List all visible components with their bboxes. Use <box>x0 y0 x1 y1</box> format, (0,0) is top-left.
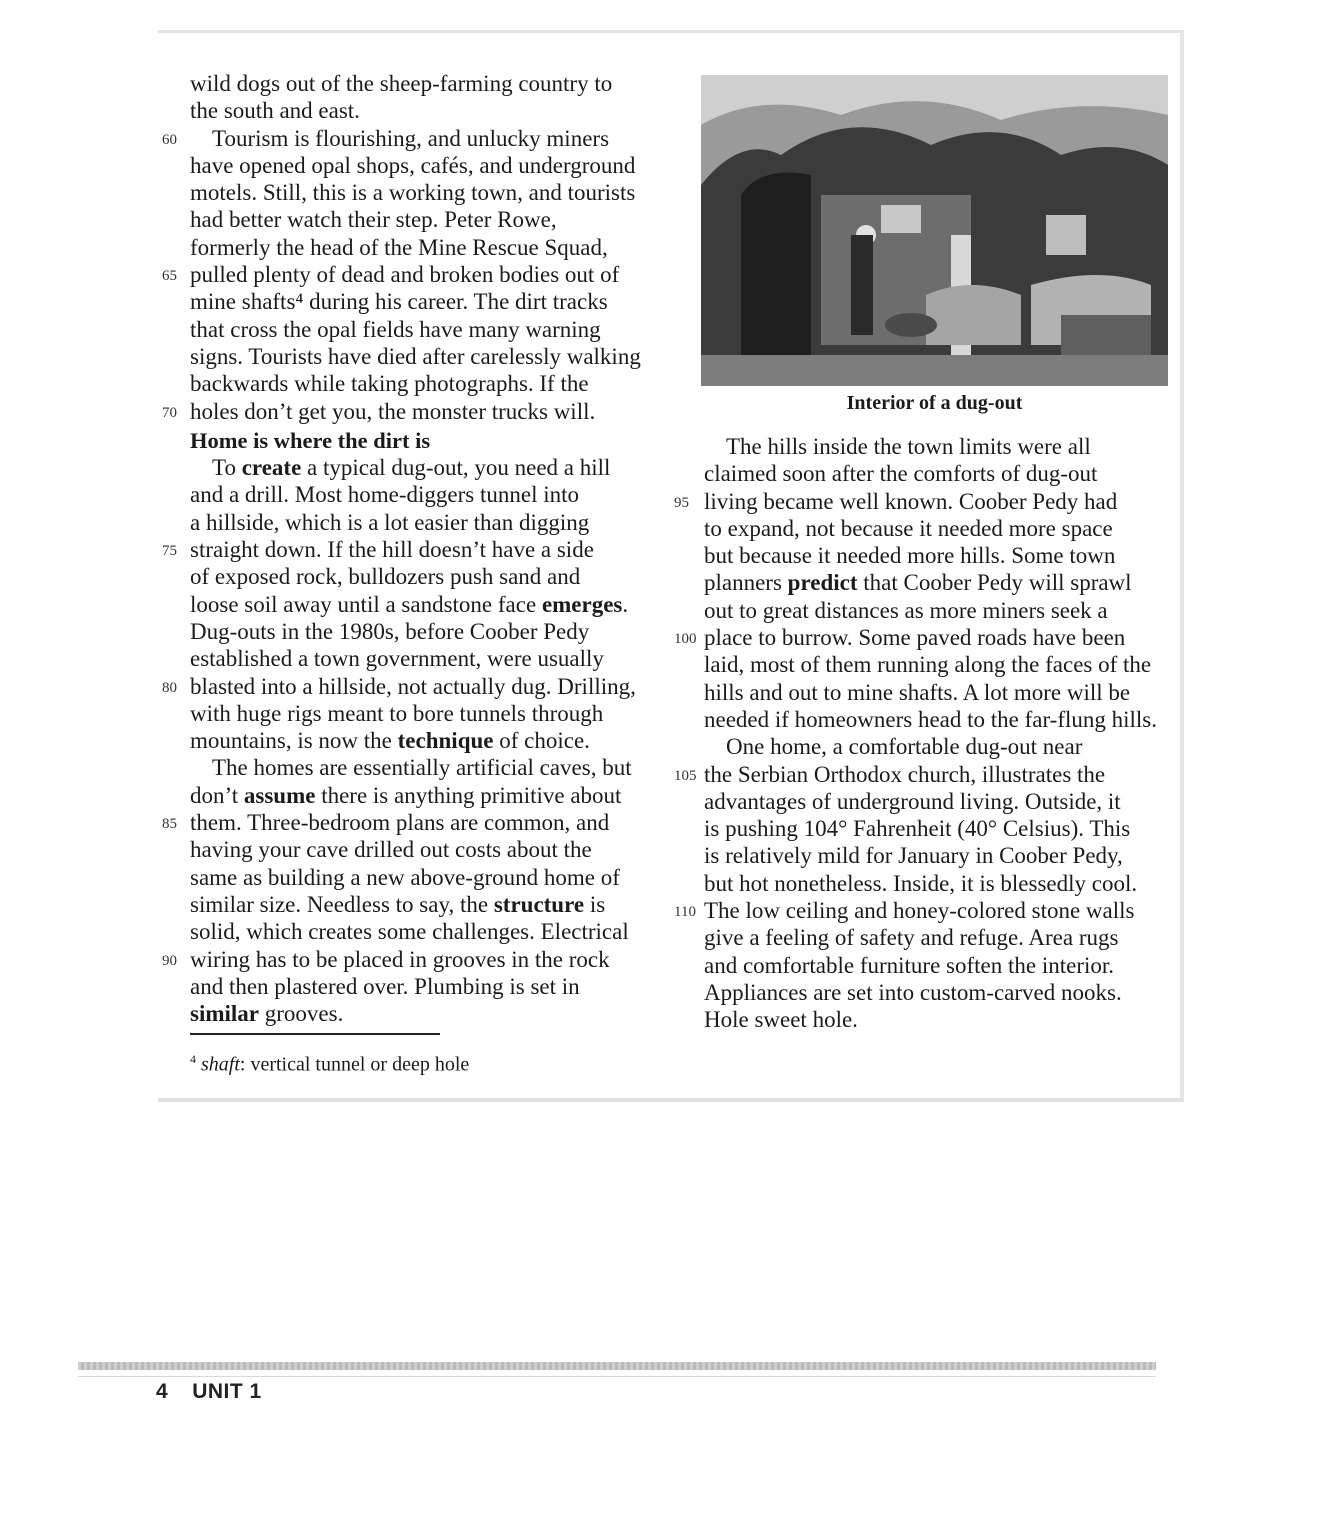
line-text-pre: To <box>212 455 242 481</box>
text-line <box>190 316 660 343</box>
text-line <box>162 398 660 425</box>
line-text: having your cave drilled out costs about the <box>190 837 592 863</box>
line-text: advantages of underground living. Outside, it <box>704 788 1121 814</box>
line-number: 105 <box>674 767 697 784</box>
line-text: had better watch their step. Peter Rowe, <box>190 207 557 233</box>
text-line <box>190 700 660 727</box>
text-line <box>162 946 660 973</box>
text-line <box>704 1006 1179 1033</box>
line-text: One home, a comfortable dug-out near <box>726 734 1083 760</box>
line-text: straight down. If the hill doesn’t have a side <box>190 537 594 563</box>
line-text: is pushing 104° Fahrenheit (40° Celsius). This <box>704 816 1131 842</box>
text-line <box>190 454 660 481</box>
text-line <box>162 261 660 288</box>
right-column <box>674 433 1179 1034</box>
vocab-word: technique <box>397 728 494 754</box>
left-column <box>162 70 660 1027</box>
line-text-pre: similar size. Needless to say, the <box>190 891 494 917</box>
line-text: holes don’t get you, the monster trucks will. <box>190 398 596 424</box>
text-line <box>704 870 1179 897</box>
text-line <box>190 618 660 645</box>
vocab-word: assume <box>243 782 316 808</box>
text-line <box>190 563 660 590</box>
text-line <box>190 918 660 945</box>
folio <box>156 1380 262 1404</box>
text-line <box>190 864 660 891</box>
text-line <box>704 651 1179 678</box>
line-text: needed if homeowners head to the far-flung hills. <box>704 706 1158 732</box>
line-number: 95 <box>674 494 689 511</box>
line-text: laid, most of them running along the faces of the <box>704 652 1152 678</box>
line-text: wiring has to be placed in grooves in the rock <box>190 946 610 972</box>
text-line <box>190 370 660 397</box>
line-number: 110 <box>674 904 696 921</box>
footnote <box>190 1052 469 1077</box>
text-line <box>704 952 1179 979</box>
text-line <box>190 645 660 672</box>
line-text <box>190 892 605 917</box>
footnote-mark: 4 <box>190 1052 196 1066</box>
text-line <box>162 673 660 700</box>
line-text: Hole sweet hole. <box>704 1007 858 1033</box>
text-line <box>674 624 1179 651</box>
line-text: Appliances are set into custom-carved nooks. <box>704 979 1122 1005</box>
text-line <box>190 891 660 918</box>
line-text-post: a typical dug-out, you need a hill <box>301 455 611 481</box>
line-text: and a drill. Most home-diggers tunnel into <box>190 482 580 508</box>
line-text <box>190 1001 343 1026</box>
text-line <box>190 343 660 370</box>
text-line <box>190 973 660 1000</box>
line-text: mine shafts⁴ during his career. The dirt tracks <box>190 289 608 315</box>
text-line <box>704 569 1179 596</box>
section-heading <box>190 427 660 454</box>
line-number: 80 <box>162 679 177 696</box>
line-text <box>190 592 628 617</box>
footer-line <box>78 1376 1156 1377</box>
line-text: a hillside, which is a lot easier than digging <box>190 509 590 535</box>
text-line <box>190 481 660 508</box>
line-text: hills and out to mine shafts. A lot more will be <box>704 679 1131 705</box>
line-text: but hot nonetheless. Inside, it is blessedly cool. <box>704 870 1138 896</box>
line-text-post: is <box>584 891 606 917</box>
line-text: the south and east. <box>190 98 360 124</box>
line-text: and then plastered over. Plumbing is set in <box>190 973 580 999</box>
text-line <box>190 70 660 97</box>
line-number: 75 <box>162 543 177 560</box>
line-number: 90 <box>162 952 177 969</box>
text-line <box>162 809 660 836</box>
line-number: 60 <box>162 131 177 148</box>
line-text: have opened opal shops, cafés, and underground <box>190 152 636 178</box>
text-line <box>190 836 660 863</box>
text-line <box>704 433 1179 460</box>
line-text: the Serbian Orthodox church, illustrates the <box>704 761 1106 787</box>
text-line <box>704 542 1179 569</box>
line-text: blasted into a hillside, not actually dug. Drilling, <box>190 673 636 699</box>
text-line <box>674 761 1179 788</box>
line-text-pre: planners <box>704 570 788 596</box>
page-number: 4 <box>156 1380 169 1403</box>
text-line <box>190 754 660 781</box>
text-line <box>190 234 660 261</box>
line-number: 65 <box>162 268 177 285</box>
vocab-word: structure <box>493 891 585 917</box>
text-line <box>674 897 1179 924</box>
text-line <box>704 979 1179 1006</box>
line-number: 70 <box>162 404 177 421</box>
line-text: Dug-outs in the 1980s, before Coober Pedy <box>190 618 590 644</box>
footnote-rule <box>190 1033 440 1035</box>
line-text: place to burrow. Some paved roads have been <box>704 625 1126 651</box>
vocab-word: emerges <box>541 591 623 617</box>
text-line <box>704 788 1179 815</box>
line-text: The homes are essentially artificial caves, but <box>212 755 632 781</box>
line-text: Tourism is flourishing, and unlucky miners <box>212 125 610 151</box>
text-line <box>162 536 660 563</box>
vocab-word: similar <box>190 1001 259 1027</box>
vocab-word: create <box>241 455 302 481</box>
line-number: 100 <box>674 631 697 648</box>
text-line <box>190 97 660 124</box>
line-text: signs. Tourists have died after carelessly walking <box>190 343 641 369</box>
line-text: The low ceiling and honey-colored stone walls <box>704 898 1135 924</box>
line-text-pre: don’t <box>190 782 244 808</box>
line-text-post: that Coober Pedy will sprawl <box>857 570 1132 596</box>
line-text: is relatively mild for January in Coober Pedy, <box>704 843 1123 869</box>
line-text: them. Three-bedroom plans are common, and <box>190 810 610 836</box>
text-line <box>704 815 1179 842</box>
line-text: out to great distances as more miners seek a <box>704 597 1108 623</box>
line-text-post: grooves. <box>259 1001 344 1027</box>
line-text: living became well known. Coober Pedy had <box>704 488 1118 514</box>
line-text-post: there is anything primitive about <box>315 782 622 808</box>
line-number: 85 <box>162 816 177 833</box>
vocab-word: predict <box>787 570 858 596</box>
dug-out-photo <box>701 75 1168 386</box>
text-line <box>704 733 1179 760</box>
line-text <box>190 783 621 808</box>
text-line <box>704 515 1179 542</box>
line-text-pre: mountains, is now the <box>190 728 398 754</box>
line-text: formerly the head of the Mine Rescue Squad, <box>190 234 608 260</box>
text-line <box>704 842 1179 869</box>
text-line <box>162 125 660 152</box>
line-text: of exposed rock, bulldozers push sand and <box>190 564 581 590</box>
unit-label: UNIT 1 <box>192 1380 262 1403</box>
text-line <box>704 706 1179 733</box>
text-line <box>704 460 1179 487</box>
line-text: with huge rigs meant to bore tunnels through <box>190 700 604 726</box>
line-text: same as building a new above-ground home of <box>190 864 620 890</box>
text-line <box>190 152 660 179</box>
line-text <box>190 728 590 753</box>
line-text: motels. Still, this is a working town, and tourists <box>190 180 636 206</box>
text-line <box>190 509 660 536</box>
line-text: but because it needed more hills. Some town <box>704 543 1116 569</box>
text-line <box>190 179 660 206</box>
footer-rule <box>78 1362 1156 1370</box>
line-text: backwards while taking photographs. If the <box>190 371 589 397</box>
text-line <box>704 924 1179 951</box>
line-text: solid, which creates some challenges. Electrical <box>190 919 629 945</box>
line-text: established a town government, were usually <box>190 646 604 672</box>
line-text: and comfortable furniture soften the interior. <box>704 952 1115 978</box>
line-text: claimed soon after the comforts of dug-out <box>704 461 1098 487</box>
text-line <box>190 727 660 754</box>
line-text: wild dogs out of the sheep-farming country to <box>190 71 613 96</box>
text-line <box>674 488 1179 515</box>
line-text: that cross the opal fields have many warning <box>190 316 601 342</box>
text-line <box>704 597 1179 624</box>
line-text-pre: loose soil away until a sandstone face <box>190 591 542 617</box>
line-text: to expand, not because it needed more space <box>704 515 1113 541</box>
line-text: give a feeling of safety and refuge. Area rugs <box>704 925 1119 951</box>
line-text-post: . <box>622 591 629 617</box>
line-text: The hills inside the town limits were all <box>726 434 1091 459</box>
line-text <box>190 455 610 480</box>
text-line <box>704 679 1179 706</box>
text-line <box>190 591 660 618</box>
photo-caption: Interior of a dug-out <box>846 392 1023 414</box>
line-text-post: of choice. <box>493 728 590 754</box>
text-line <box>190 206 660 233</box>
text-line <box>190 288 660 315</box>
line-text: Home is where the dirt is <box>190 427 431 453</box>
text-line <box>190 1000 660 1027</box>
footnote-definition: : vertical tunnel or deep hole <box>239 1053 470 1076</box>
line-text: pulled plenty of dead and broken bodies out of <box>190 262 620 288</box>
text-line <box>190 782 660 809</box>
footnote-term: shaft <box>201 1053 240 1076</box>
line-text <box>704 570 1132 595</box>
